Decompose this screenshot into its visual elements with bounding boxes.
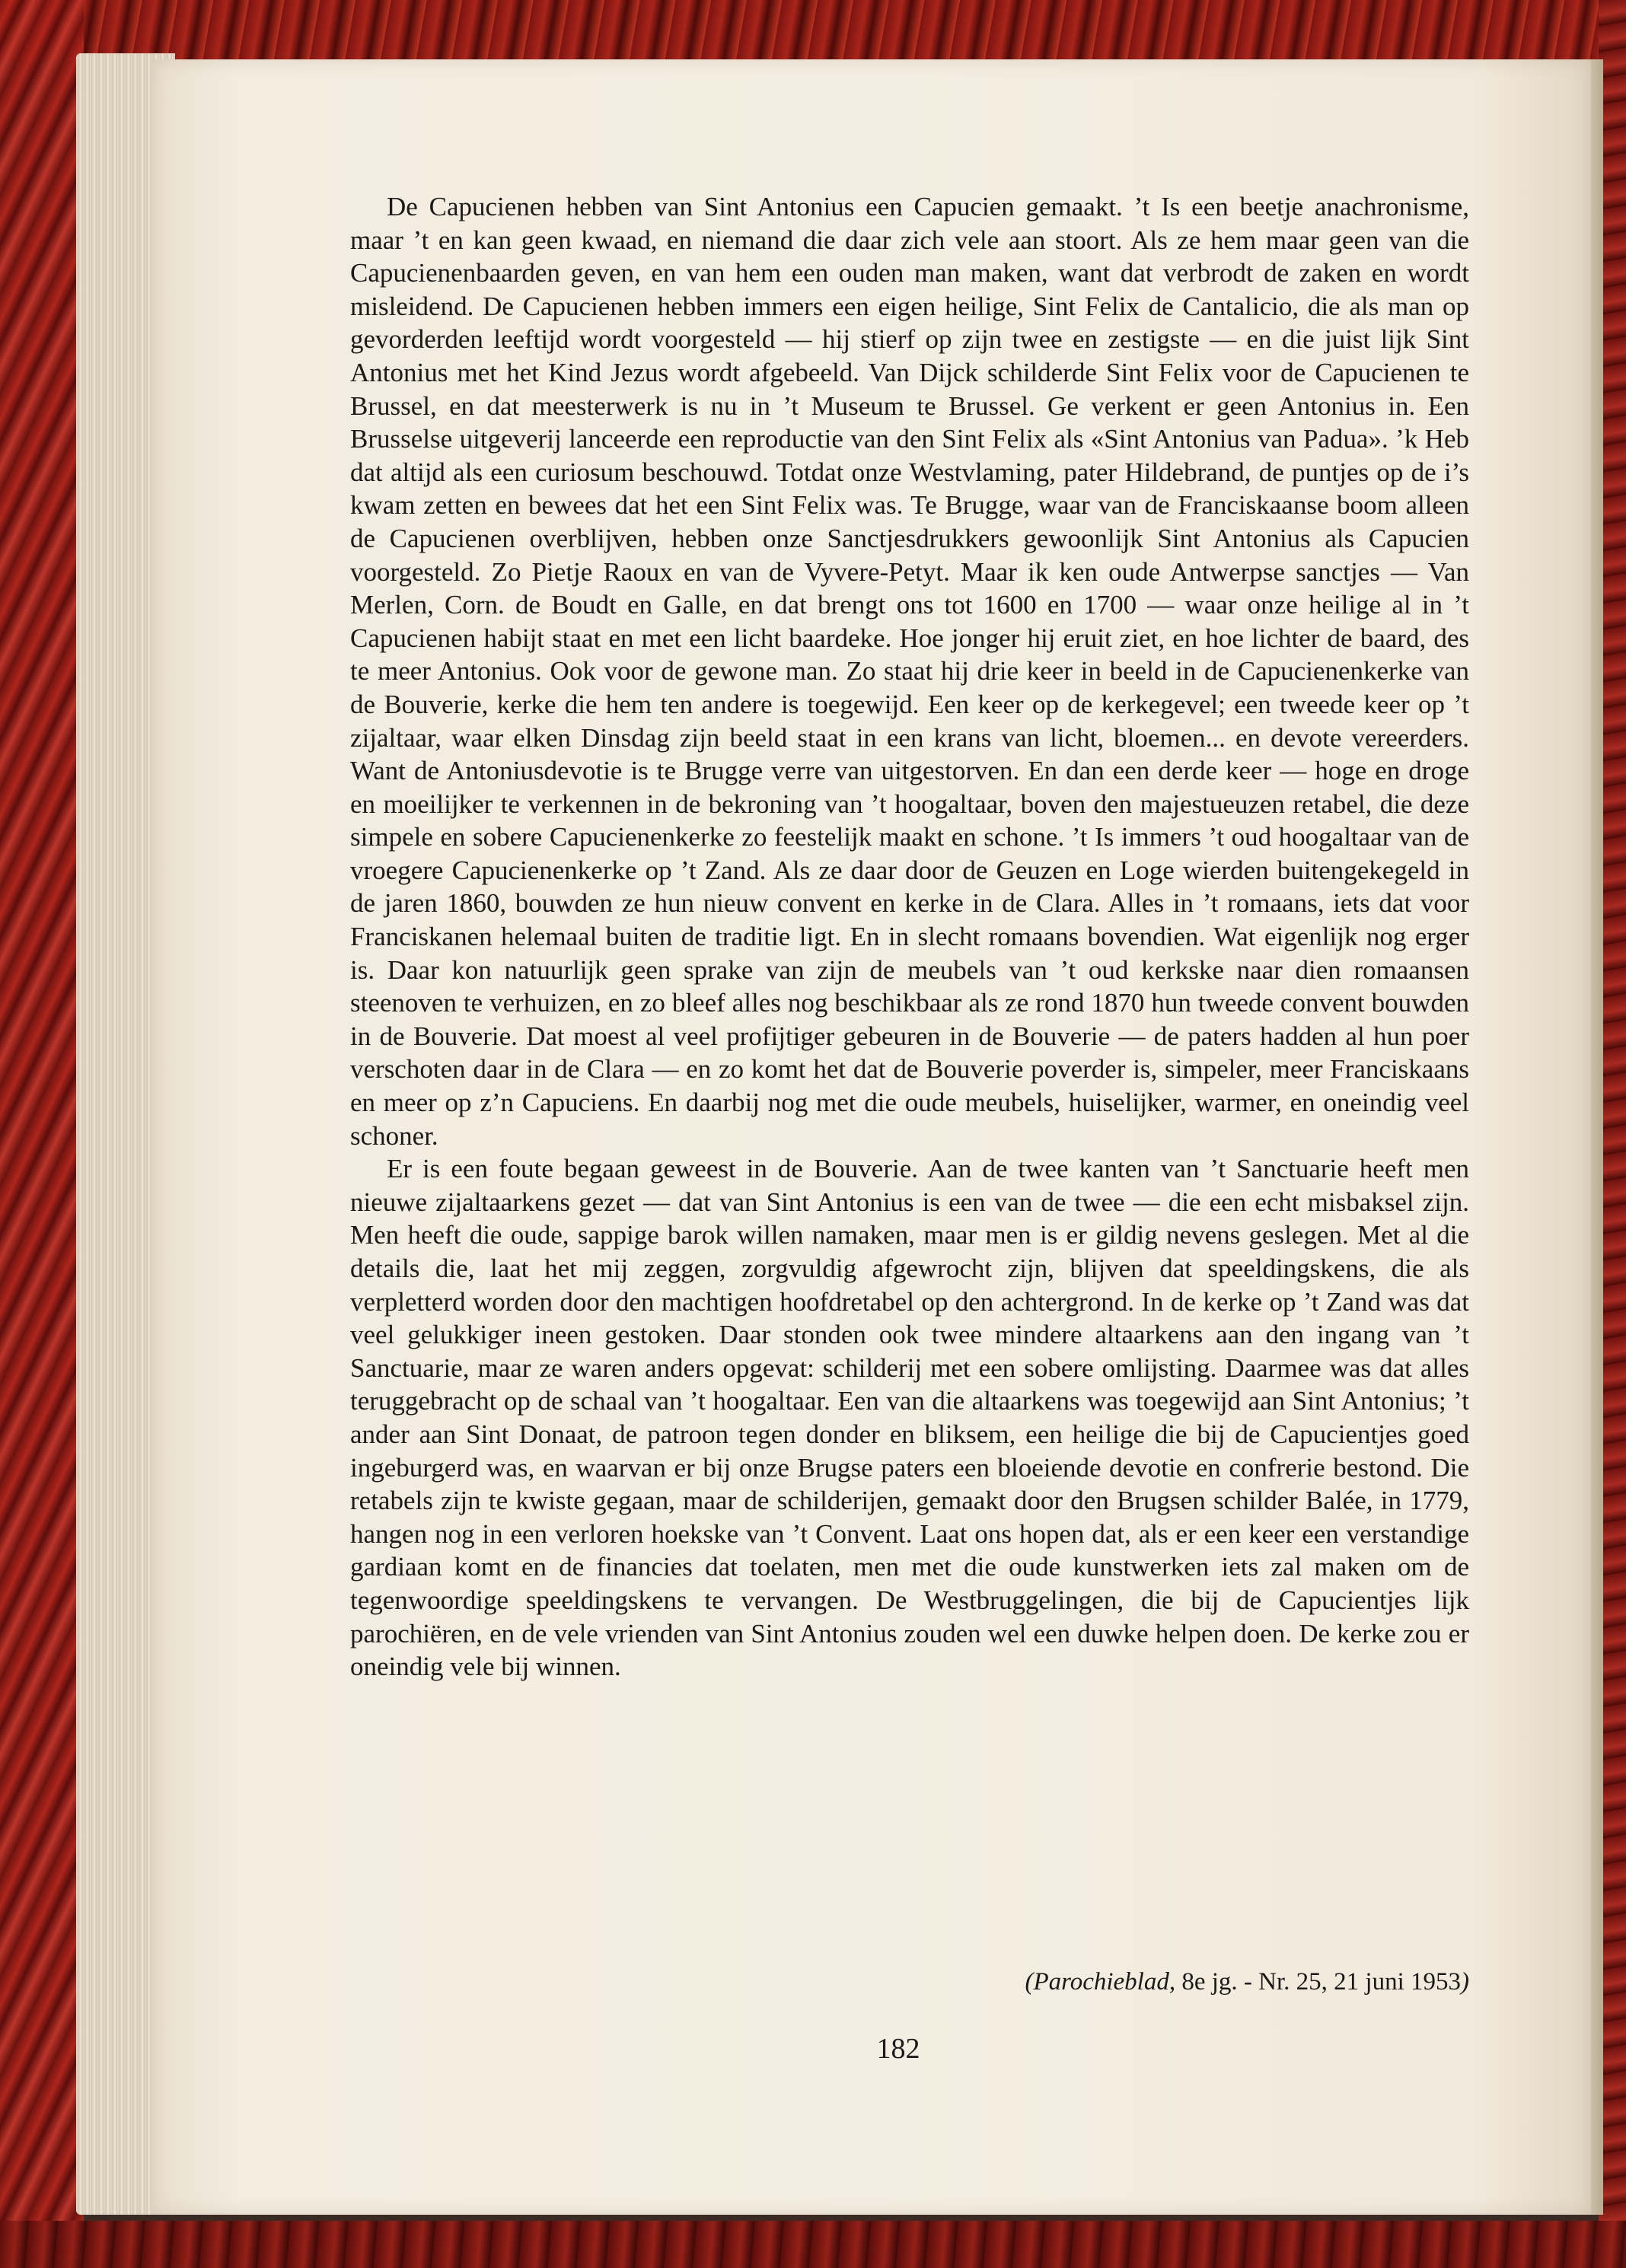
citation xyxy=(350,1967,1469,1997)
book-cover-bottom xyxy=(0,2221,1626,2268)
citation-open: ( xyxy=(1025,1968,1034,1996)
citation-details: 8e jg. - Nr. 25, 21 juni 1953 xyxy=(1175,1968,1461,1996)
paragraph-1: De Capucienen hebben van Sint Antonius een Capucien gemaakt. ’t Is een beetje anachronisme, maar ’t en kan geen kwaad, en niemand die daar zich vele aan stoort. Als ze hem maar geen van die Capucienenbaarden geven, en van hem een ouden man maken, want dat verbrodt de zaken en wordt misleidend. De Capucienen hebben immers een eigen heilige, Sint Felix de Cantalicio, die als man op gevorderden leeftijd wordt voorgesteld — hij stierf op zijn twee en zestigste — en die juist lijk Sint Antonius met het Kind Jezus wordt afgebeeld. Van Dijck schilderde Sint Felix voor de Capucienen te Brussel, en dat meesterwerk is nu in ’t Museum te Brussel. Ge verkent er geen Antonius in. Een Brusselse uitgeverij lanceerde een reproductie van den Sint Felix als «Sint Antonius van Padua». ’k Heb dat altijd als een curiosum beschouwd. Totdat onze Westvlaming, pater Hildebrand, de puntjes op de i’s kwam zetten en bewees dat het een Sint Felix was. Te Brugge, waar van de Franciskaanse boom alleen de Capucienen overblijven, hebben onze Sanctjesdrukkers gewoonlijk Sint Antonius als Capucien voorgesteld. Zo Pietje Raoux en van de Vyvere-Petyt. Maar ik ken oude Antwerpse sanctjes — Van Merlen, Corn. de Boudt en Galle, en dat brengt ons tot 1600 en 1700 — waar onze heilige al in ’t Capucienen habijt staat en met een licht baardeke. Hoe jonger hij eruit ziet, en hoe lichter de baard, des te meer Antonius. Ook voor de gewone man. Zo staat hij drie keer in beeld in de Capucienenkerke van de Bouverie, kerke die hem ten andere is toegewijd. Een keer op de kerkegevel; een tweede keer op ’t zijaltaar, waar elken Dinsdag zijn beeld staat in een krans van licht, bloemen... en devote vereerders. Want de Antoniusdevotie is te Brugge verre van uitgestorven. En dan een derde keer — hoge en droge en moeilijker te verkennen in de bekroning van ’t hoogaltaar, boven den majestueuzen retabel, die deze simpele en sobere Capucienenkerke zo feestelijk maakt en schone. ’t Is immers ’t oud hoogaltaar van de vroegere Capucienenkerke op ’t Zand. Als ze daar door de Geuzen en Loge wierden buitengekegeld in de jaren 1860, bouwden ze hun nieuw convent en kerke in de Clara. Alles in ’t romaans, iets dat voor Franciskanen helemaal buiten de traditie ligt. En in slecht romaans bovendien. Wat eigenlijk nog erger is. Daar kon natuurlijk geen sprake van zijn de meubels van ’t oud kerkske naar dien romaansen steenoven te verhuizen, en zo bleef alles nog beschikbaar als ze rond 1870 hun tweede convent bouwden in de Bouverie. Dat moest al veel profijtiger gebeuren in de Bouverie — de paters hadden al hun poer verschoten daar in de Clara — en zo komt het dat de Bouverie poverder is, simpeler, meer Franciskaans en meer op z’n Capuciens. En daarbij nog met die oude meubels, huiselijker, warmer, en oneindig veel schoner. xyxy=(350,192,1469,1151)
page-number: 182 xyxy=(876,2033,920,2065)
book-cover-left xyxy=(0,0,84,2268)
citation-close: ) xyxy=(1461,1968,1469,1996)
body-text xyxy=(350,190,1469,1683)
paragraph-2: Er is een foute begaan geweest in de Bouverie. Aan de twee kanten van ’t Sanctuarie heeft men nieuwe zijaltaarkens gezet — dat van Sint Antonius is een van de twee — die een echt misbaksel zijn. Men heeft die oude, sappige barok willen namaken, maar men is er gildig nevens geslegen. Met al die details die, laat het mij zeggen, zorgvuldig afgewrocht zijn, blijven dat speeldingskens, die als verpletterd worden door den machtigen hoofdretabel op den achtergrond. In de kerke op ’t Zand was dat veel gelukkiger ineen gestoken. Daar stonden ook twee mindere altaarkens aan den ingang van ’t Sanctuarie, maar ze waren anders opgevat: schilderij met een sobere omlijsting. Daarmee was dat alles teruggebracht op de schaal van ’t hoogaltaar. Een van die altaarkens was toegewijd aan Sint Antonius; ’t ander aan Sint Donaat, de patroon tegen donder en bliksem, een heilige die bij de Capucientjes goed ingeburgerd was, en waarvan er bij onze Brugse paters een bloeiende devotie en confrerie bestond. Die retabels zijn te kwiste gegaan, maar de schilderijen, gemaakt door den Brugsen schilder Balée, in 1779, hangen nog in een verloren hoekske van ’t Convent. Laat ons hopen dat, als er een keer een verstandige gardiaan komt en de financies dat toelaten, men met die oude kunstwerken iets zal maken om de tegenwoordige speeldingskens te vervangen. De Westbruggelingen, die bij de Capucientjes lijk parochiëren, en de vele vrienden van Sint Antonius zouden wel een duwke helpen doen. De kerke zou er oneindig vele bij winnen. xyxy=(350,1154,1469,1682)
citation-source: Parochieblad, xyxy=(1033,1968,1176,1996)
book-cover-top xyxy=(0,0,1626,61)
